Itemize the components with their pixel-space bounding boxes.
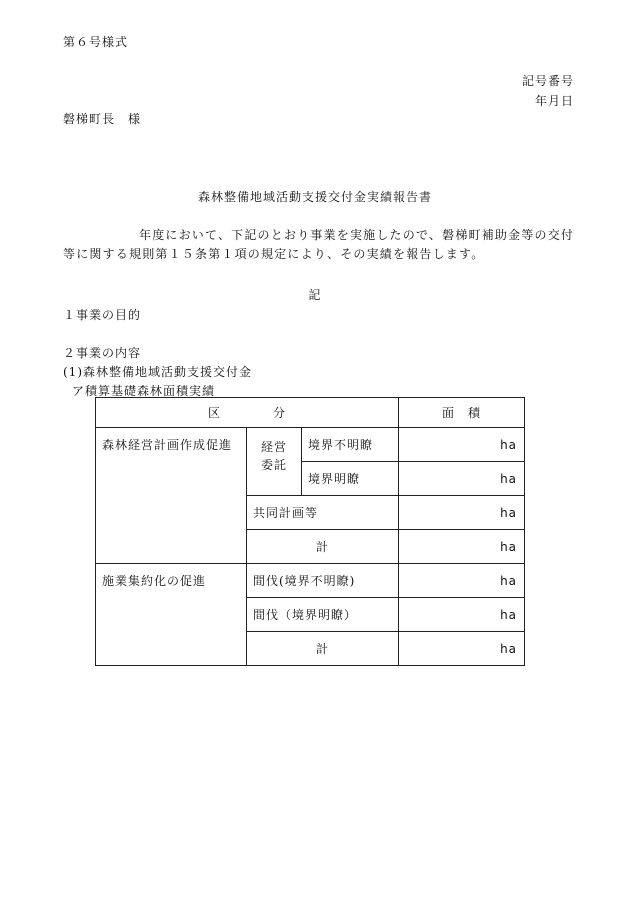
sub-keiei: 経営 [260,440,287,454]
header-division: 区 分 [96,398,399,428]
section-purpose: １事業の目的 [63,308,142,322]
addressee: 磐梯町長 様 [63,112,142,126]
area-value-cell: ha [399,496,525,530]
area-table [95,397,525,666]
sub-itaku: 委託 [260,458,287,472]
category-forest-plan: 森林経営計画作成促進 [96,428,247,564]
table-header-row [96,398,525,428]
header-area: 面 積 [399,398,525,428]
area-value-cell: ha [399,598,525,632]
row-label-subtotal: 計 [247,632,399,666]
subsection-grant: (1)森林整備地域活動支援交付金 [63,365,252,379]
document-date: 年月日 [534,94,574,108]
area-value-cell: ha [399,564,525,598]
ki-heading: 記 [308,288,322,302]
body-paragraph: 年度において、下記のとおり事業を実施したので、磐梯町補助金等の交付等に関する規則第１５条第１項の規定により、その実績を報告します。 [63,228,575,261]
row-label-subtotal: 計 [247,530,399,564]
row-label-boundary-clear: 境界明瞭 [302,462,399,496]
row-label-boundary-unclear: 境界不明瞭 [302,428,399,462]
section-content: ２事業の内容 [63,346,142,360]
row-label-thinning-unclear: 間伐(境界不明瞭) [247,564,399,598]
area-value-cell: ha [399,428,525,462]
category-consolidation: 施業集約化の促進 [96,564,247,666]
table-row [96,564,525,598]
form-number: 第６号様式 [63,35,129,49]
document-number: 記号番号 [521,74,574,88]
area-value-cell: ha [399,462,525,496]
row-label-thinning-clear: 間伐（境界明瞭） [247,598,399,632]
document-title: 森林整備地域活動支援交付金実績報告書 [197,190,432,204]
table-row [96,428,525,462]
area-value-cell: ha [399,530,525,564]
area-value-cell: ha [399,632,525,666]
subsection-area-record: ア積算基礎森林面積実績 [72,384,216,398]
subcategory-management-trust [247,428,302,496]
row-label-joint-plan: 共同計画等 [247,496,399,530]
